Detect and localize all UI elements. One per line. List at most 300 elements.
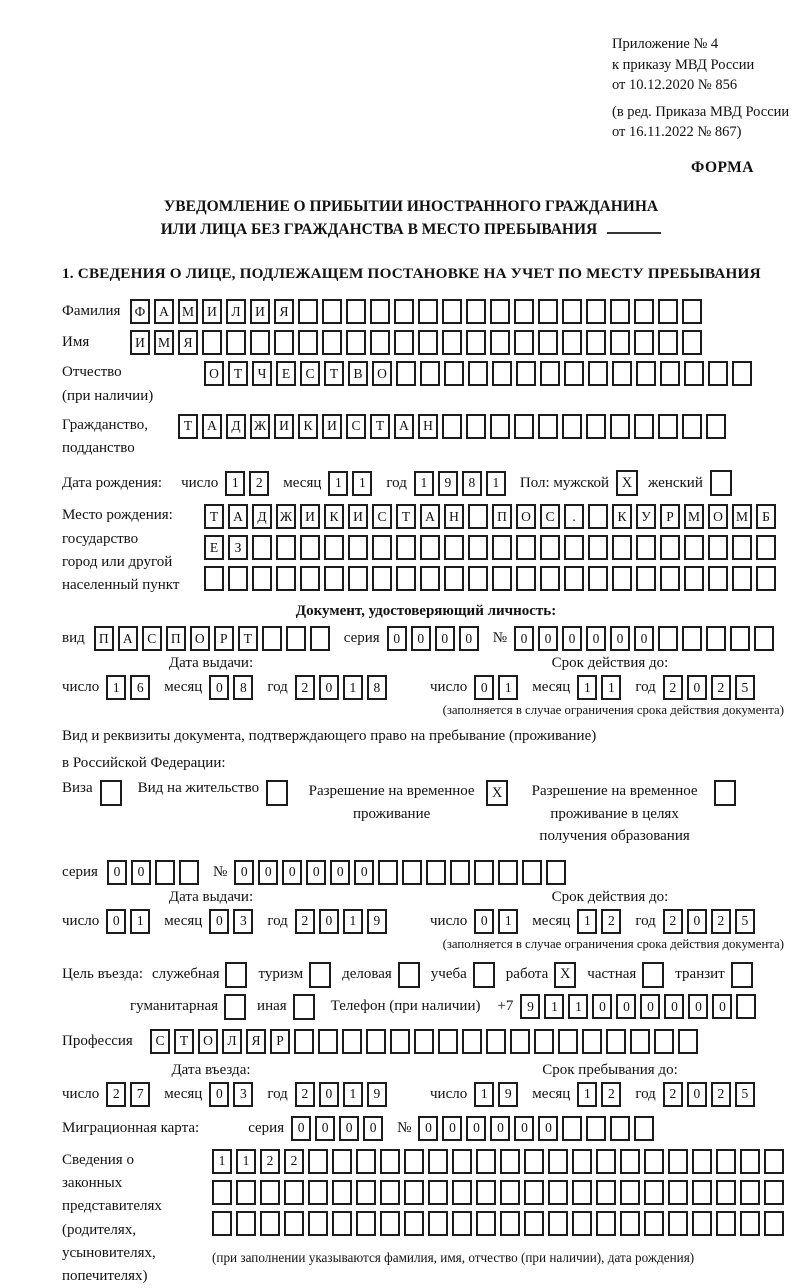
form-cell[interactable]: С <box>346 414 366 439</box>
form-cell[interactable]: Е <box>276 361 296 386</box>
form-cell[interactable] <box>660 566 680 591</box>
form-cell[interactable] <box>300 566 320 591</box>
form-cell[interactable] <box>204 566 224 591</box>
form-cell[interactable]: С <box>300 361 320 386</box>
form-cell[interactable] <box>692 1211 712 1236</box>
form-cell[interactable] <box>466 414 486 439</box>
form-cell[interactable] <box>346 299 366 324</box>
form-cell[interactable] <box>490 414 510 439</box>
form-cell[interactable] <box>582 1029 602 1054</box>
form-cell[interactable] <box>372 535 392 560</box>
form-cell[interactable]: Р <box>214 626 234 651</box>
form-cell[interactable]: Ж <box>276 504 296 529</box>
form-cell[interactable] <box>468 566 488 591</box>
form-cell[interactable] <box>284 1180 304 1205</box>
form-cell[interactable] <box>588 566 608 591</box>
form-cell[interactable]: 1 <box>544 994 564 1019</box>
form-cell[interactable] <box>490 330 510 355</box>
form-cell[interactable]: 0 <box>474 675 494 700</box>
form-cell[interactable] <box>286 626 306 651</box>
form-cell[interactable] <box>708 535 728 560</box>
form-cell[interactable] <box>348 535 368 560</box>
form-cell[interactable]: 0 <box>514 1116 534 1141</box>
form-cell[interactable]: О <box>190 626 210 651</box>
form-cell[interactable] <box>740 1211 760 1236</box>
form-cell[interactable] <box>682 626 702 651</box>
form-cell[interactable] <box>394 330 414 355</box>
form-cell[interactable] <box>466 330 486 355</box>
form-cell[interactable] <box>444 361 464 386</box>
form-cell[interactable]: 1 <box>486 471 506 496</box>
form-cell[interactable]: Б <box>756 504 776 529</box>
form-cell[interactable] <box>276 535 296 560</box>
form-cell[interactable] <box>404 1180 424 1205</box>
form-cell[interactable]: О <box>372 361 392 386</box>
form-cell[interactable] <box>356 1180 376 1205</box>
form-cell[interactable] <box>404 1149 424 1174</box>
form-cell[interactable]: 1 <box>236 1149 256 1174</box>
form-cell[interactable] <box>644 1180 664 1205</box>
form-cell[interactable] <box>692 1149 712 1174</box>
form-cell[interactable] <box>572 1149 592 1174</box>
form-cell[interactable]: 2 <box>284 1149 304 1174</box>
purpose-option-checkbox[interactable] <box>398 962 420 988</box>
form-cell[interactable]: И <box>348 504 368 529</box>
purpose-option-checkbox[interactable] <box>642 962 664 988</box>
form-cell[interactable]: С <box>142 626 162 651</box>
form-cell[interactable]: Т <box>204 504 224 529</box>
form-cell[interactable] <box>708 566 728 591</box>
form-cell[interactable] <box>452 1211 472 1236</box>
form-cell[interactable] <box>682 414 702 439</box>
form-cell[interactable] <box>706 626 726 651</box>
form-cell[interactable] <box>730 626 750 651</box>
form-cell[interactable] <box>300 535 320 560</box>
form-cell[interactable]: И <box>130 330 150 355</box>
form-cell[interactable]: 0 <box>319 1082 339 1107</box>
form-cell[interactable] <box>322 330 342 355</box>
form-cell[interactable]: 2 <box>249 471 269 496</box>
purpose-option-checkbox[interactable] <box>309 962 331 988</box>
form-cell[interactable]: 0 <box>354 860 374 885</box>
form-cell[interactable] <box>332 1211 352 1236</box>
form-cell[interactable]: 9 <box>367 1082 387 1107</box>
form-cell[interactable]: 0 <box>107 860 127 885</box>
form-cell[interactable] <box>179 860 199 885</box>
form-cell[interactable] <box>378 860 398 885</box>
form-cell[interactable] <box>396 566 416 591</box>
form-cell[interactable]: 1 <box>498 675 518 700</box>
form-cell[interactable] <box>634 330 654 355</box>
form-cell[interactable] <box>586 1116 606 1141</box>
purpose-option-checkbox[interactable] <box>293 994 315 1020</box>
form-cell[interactable] <box>548 1211 568 1236</box>
form-cell[interactable] <box>514 330 534 355</box>
form-cell[interactable] <box>420 361 440 386</box>
form-cell[interactable] <box>564 361 584 386</box>
form-cell[interactable]: М <box>178 299 198 324</box>
form-cell[interactable]: У <box>636 504 656 529</box>
form-cell[interactable] <box>284 1211 304 1236</box>
form-cell[interactable]: 1 <box>498 909 518 934</box>
form-cell[interactable] <box>298 330 318 355</box>
purpose-option-checkbox[interactable] <box>473 962 495 988</box>
form-cell[interactable] <box>294 1029 314 1054</box>
form-cell[interactable] <box>572 1180 592 1205</box>
form-cell[interactable] <box>394 299 414 324</box>
form-cell[interactable]: 1 <box>414 471 434 496</box>
form-cell[interactable]: 8 <box>233 675 253 700</box>
form-cell[interactable] <box>620 1149 640 1174</box>
form-cell[interactable]: 0 <box>562 626 582 651</box>
form-cell[interactable] <box>684 566 704 591</box>
form-cell[interactable]: Я <box>274 299 294 324</box>
form-cell[interactable]: К <box>612 504 632 529</box>
form-cell[interactable] <box>620 1180 640 1205</box>
form-cell[interactable]: С <box>540 504 560 529</box>
form-cell[interactable] <box>468 361 488 386</box>
form-cell[interactable] <box>678 1029 698 1054</box>
temp-permit-checkbox[interactable]: X <box>486 780 508 806</box>
form-cell[interactable] <box>612 535 632 560</box>
form-cell[interactable]: 0 <box>459 626 479 651</box>
form-cell[interactable] <box>708 361 728 386</box>
form-cell[interactable]: 0 <box>592 994 612 1019</box>
form-cell[interactable]: 0 <box>282 860 302 885</box>
form-cell[interactable] <box>212 1180 232 1205</box>
form-cell[interactable] <box>402 860 422 885</box>
form-cell[interactable]: 0 <box>687 1082 707 1107</box>
form-cell[interactable]: И <box>202 299 222 324</box>
form-cell[interactable] <box>342 1029 362 1054</box>
form-cell[interactable] <box>260 1211 280 1236</box>
form-cell[interactable]: Д <box>226 414 246 439</box>
form-cell[interactable] <box>390 1029 410 1054</box>
form-cell[interactable]: 1 <box>343 1082 363 1107</box>
form-cell[interactable]: 6 <box>130 675 150 700</box>
form-cell[interactable] <box>356 1149 376 1174</box>
form-cell[interactable] <box>262 626 282 651</box>
form-cell[interactable] <box>442 330 462 355</box>
form-cell[interactable]: 1 <box>212 1149 232 1174</box>
form-cell[interactable]: 0 <box>538 626 558 651</box>
form-cell[interactable] <box>444 566 464 591</box>
form-cell[interactable] <box>588 361 608 386</box>
form-cell[interactable]: А <box>394 414 414 439</box>
form-cell[interactable] <box>610 414 630 439</box>
form-cell[interactable]: 1 <box>225 471 245 496</box>
form-cell[interactable] <box>274 330 294 355</box>
form-cell[interactable] <box>324 566 344 591</box>
form-cell[interactable]: . <box>564 504 584 529</box>
form-cell[interactable]: 2 <box>601 1082 621 1107</box>
form-cell[interactable] <box>212 1211 232 1236</box>
form-cell[interactable] <box>370 299 390 324</box>
form-cell[interactable]: С <box>372 504 392 529</box>
form-cell[interactable] <box>486 1029 506 1054</box>
form-cell[interactable] <box>524 1180 544 1205</box>
form-cell[interactable]: 8 <box>367 675 387 700</box>
form-cell[interactable]: 3 <box>233 1082 253 1107</box>
residence-permit-checkbox[interactable] <box>266 780 288 806</box>
form-cell[interactable]: Л <box>226 299 246 324</box>
form-cell[interactable]: 0 <box>330 860 350 885</box>
form-cell[interactable]: О <box>708 504 728 529</box>
form-cell[interactable] <box>612 361 632 386</box>
visa-checkbox[interactable] <box>100 780 122 806</box>
form-cell[interactable]: 2 <box>601 909 621 934</box>
form-cell[interactable] <box>492 566 512 591</box>
form-cell[interactable]: Ч <box>252 361 272 386</box>
purpose-option-checkbox[interactable] <box>224 994 246 1020</box>
form-cell[interactable] <box>428 1149 448 1174</box>
form-cell[interactable] <box>756 535 776 560</box>
purpose-option-checkbox[interactable] <box>731 962 753 988</box>
form-cell[interactable]: Я <box>178 330 198 355</box>
form-cell[interactable] <box>420 535 440 560</box>
form-cell[interactable] <box>514 414 534 439</box>
form-cell[interactable] <box>668 1149 688 1174</box>
form-cell[interactable]: 7 <box>130 1082 150 1107</box>
form-cell[interactable]: В <box>348 361 368 386</box>
form-cell[interactable] <box>428 1180 448 1205</box>
form-cell[interactable] <box>716 1180 736 1205</box>
form-cell[interactable] <box>260 1180 280 1205</box>
form-cell[interactable] <box>474 860 494 885</box>
form-cell[interactable] <box>668 1211 688 1236</box>
form-cell[interactable] <box>476 1211 496 1236</box>
form-cell[interactable] <box>684 361 704 386</box>
form-cell[interactable] <box>322 299 342 324</box>
form-cell[interactable] <box>444 535 464 560</box>
form-cell[interactable] <box>756 566 776 591</box>
form-cell[interactable]: Т <box>174 1029 194 1054</box>
form-cell[interactable]: Т <box>178 414 198 439</box>
form-cell[interactable]: 1 <box>352 471 372 496</box>
form-cell[interactable] <box>426 860 446 885</box>
form-cell[interactable]: 0 <box>209 909 229 934</box>
form-cell[interactable]: 0 <box>586 626 606 651</box>
form-cell[interactable]: 0 <box>387 626 407 651</box>
form-cell[interactable] <box>668 1180 688 1205</box>
form-cell[interactable] <box>546 860 566 885</box>
form-cell[interactable] <box>490 299 510 324</box>
form-cell[interactable]: 2 <box>711 1082 731 1107</box>
form-cell[interactable] <box>586 330 606 355</box>
form-cell[interactable]: 0 <box>209 675 229 700</box>
gender-male-checkbox[interactable]: X <box>616 470 638 496</box>
form-cell[interactable] <box>252 535 272 560</box>
form-cell[interactable] <box>332 1149 352 1174</box>
form-cell[interactable] <box>736 994 756 1019</box>
form-cell[interactable]: 0 <box>411 626 431 651</box>
form-cell[interactable] <box>226 330 246 355</box>
form-cell[interactable] <box>658 330 678 355</box>
form-cell[interactable]: 2 <box>711 675 731 700</box>
form-cell[interactable]: 2 <box>663 675 683 700</box>
form-cell[interactable] <box>438 1029 458 1054</box>
form-cell[interactable]: 0 <box>319 909 339 934</box>
form-cell[interactable] <box>510 1029 530 1054</box>
form-cell[interactable] <box>588 535 608 560</box>
form-cell[interactable]: 1 <box>343 675 363 700</box>
form-cell[interactable] <box>564 535 584 560</box>
form-cell[interactable]: А <box>202 414 222 439</box>
form-cell[interactable]: 0 <box>474 909 494 934</box>
form-cell[interactable] <box>562 414 582 439</box>
form-cell[interactable] <box>442 299 462 324</box>
form-cell[interactable]: 0 <box>209 1082 229 1107</box>
form-cell[interactable] <box>324 535 344 560</box>
form-cell[interactable] <box>366 1029 386 1054</box>
form-cell[interactable]: И <box>250 299 270 324</box>
form-cell[interactable]: 2 <box>295 909 315 934</box>
form-cell[interactable] <box>396 535 416 560</box>
form-cell[interactable] <box>356 1211 376 1236</box>
form-cell[interactable]: Е <box>204 535 224 560</box>
form-cell[interactable] <box>754 626 774 651</box>
form-cell[interactable] <box>636 361 656 386</box>
form-cell[interactable]: 5 <box>735 675 755 700</box>
form-cell[interactable] <box>572 1211 592 1236</box>
form-cell[interactable] <box>250 330 270 355</box>
form-cell[interactable] <box>682 330 702 355</box>
form-cell[interactable] <box>764 1180 784 1205</box>
form-cell[interactable]: Н <box>418 414 438 439</box>
form-cell[interactable] <box>522 860 542 885</box>
form-cell[interactable] <box>420 566 440 591</box>
form-cell[interactable] <box>252 566 272 591</box>
form-cell[interactable]: 0 <box>687 675 707 700</box>
form-cell[interactable] <box>498 860 518 885</box>
purpose-option-checkbox[interactable] <box>225 962 247 988</box>
form-cell[interactable]: 1 <box>130 909 150 934</box>
form-cell[interactable] <box>716 1149 736 1174</box>
form-cell[interactable]: 0 <box>339 1116 359 1141</box>
form-cell[interactable] <box>236 1180 256 1205</box>
form-cell[interactable] <box>764 1149 784 1174</box>
temp-permit-edu-checkbox[interactable] <box>714 780 736 806</box>
form-cell[interactable] <box>516 361 536 386</box>
form-cell[interactable] <box>740 1149 760 1174</box>
form-cell[interactable] <box>462 1029 482 1054</box>
form-cell[interactable]: 0 <box>514 626 534 651</box>
form-cell[interactable] <box>524 1211 544 1236</box>
form-cell[interactable]: 0 <box>319 675 339 700</box>
form-cell[interactable]: 1 <box>343 909 363 934</box>
form-cell[interactable]: 0 <box>315 1116 335 1141</box>
form-cell[interactable]: 1 <box>328 471 348 496</box>
form-cell[interactable]: Р <box>660 504 680 529</box>
form-cell[interactable]: 2 <box>663 1082 683 1107</box>
form-cell[interactable]: 2 <box>106 1082 126 1107</box>
form-cell[interactable]: 1 <box>577 1082 597 1107</box>
form-cell[interactable] <box>370 330 390 355</box>
form-cell[interactable]: М <box>732 504 752 529</box>
form-cell[interactable] <box>564 566 584 591</box>
form-cell[interactable] <box>514 299 534 324</box>
form-cell[interactable] <box>380 1211 400 1236</box>
form-cell[interactable]: 3 <box>233 909 253 934</box>
form-cell[interactable] <box>452 1149 472 1174</box>
form-cell[interactable]: 2 <box>295 1082 315 1107</box>
form-cell[interactable] <box>236 1211 256 1236</box>
form-cell[interactable] <box>468 504 488 529</box>
form-cell[interactable]: 0 <box>234 860 254 885</box>
form-cell[interactable]: Т <box>396 504 416 529</box>
form-cell[interactable] <box>428 1211 448 1236</box>
form-cell[interactable] <box>612 566 632 591</box>
form-cell[interactable] <box>228 566 248 591</box>
form-cell[interactable] <box>380 1180 400 1205</box>
form-cell[interactable] <box>610 330 630 355</box>
form-cell[interactable] <box>310 626 330 651</box>
form-cell[interactable]: А <box>154 299 174 324</box>
form-cell[interactable] <box>332 1180 352 1205</box>
form-cell[interactable]: 0 <box>610 626 630 651</box>
form-cell[interactable]: П <box>492 504 512 529</box>
form-cell[interactable] <box>606 1029 626 1054</box>
form-cell[interactable] <box>500 1211 520 1236</box>
form-cell[interactable]: 1 <box>106 675 126 700</box>
form-cell[interactable] <box>538 299 558 324</box>
form-cell[interactable]: И <box>300 504 320 529</box>
form-cell[interactable] <box>636 535 656 560</box>
form-cell[interactable] <box>500 1149 520 1174</box>
form-cell[interactable] <box>380 1149 400 1174</box>
form-cell[interactable] <box>452 1180 472 1205</box>
form-cell[interactable] <box>540 566 560 591</box>
form-cell[interactable] <box>468 535 488 560</box>
form-cell[interactable] <box>492 535 512 560</box>
form-cell[interactable]: Ж <box>250 414 270 439</box>
form-cell[interactable] <box>634 1116 654 1141</box>
form-cell[interactable]: 8 <box>462 471 482 496</box>
form-cell[interactable]: 2 <box>295 675 315 700</box>
form-cell[interactable] <box>596 1149 616 1174</box>
form-cell[interactable]: 9 <box>367 909 387 934</box>
form-cell[interactable] <box>308 1149 328 1174</box>
form-cell[interactable] <box>538 330 558 355</box>
form-cell[interactable]: 0 <box>306 860 326 885</box>
form-cell[interactable] <box>658 299 678 324</box>
form-cell[interactable] <box>442 414 462 439</box>
form-cell[interactable] <box>644 1149 664 1174</box>
form-cell[interactable] <box>396 361 416 386</box>
form-cell[interactable]: А <box>118 626 138 651</box>
form-cell[interactable] <box>548 1149 568 1174</box>
form-cell[interactable] <box>716 1211 736 1236</box>
form-cell[interactable]: К <box>324 504 344 529</box>
form-cell[interactable] <box>308 1211 328 1236</box>
form-cell[interactable] <box>534 1029 554 1054</box>
form-cell[interactable]: 5 <box>735 1082 755 1107</box>
form-cell[interactable]: 2 <box>260 1149 280 1174</box>
form-cell[interactable]: 0 <box>363 1116 383 1141</box>
form-cell[interactable]: Т <box>324 361 344 386</box>
form-cell[interactable]: 0 <box>490 1116 510 1141</box>
form-cell[interactable] <box>732 566 752 591</box>
form-cell[interactable] <box>654 1029 674 1054</box>
form-cell[interactable] <box>630 1029 650 1054</box>
gender-female-checkbox[interactable] <box>710 470 732 496</box>
form-cell[interactable]: А <box>228 504 248 529</box>
form-cell[interactable]: О <box>198 1029 218 1054</box>
form-cell[interactable] <box>318 1029 338 1054</box>
form-cell[interactable]: М <box>684 504 704 529</box>
form-cell[interactable]: Н <box>444 504 464 529</box>
form-cell[interactable] <box>610 1116 630 1141</box>
